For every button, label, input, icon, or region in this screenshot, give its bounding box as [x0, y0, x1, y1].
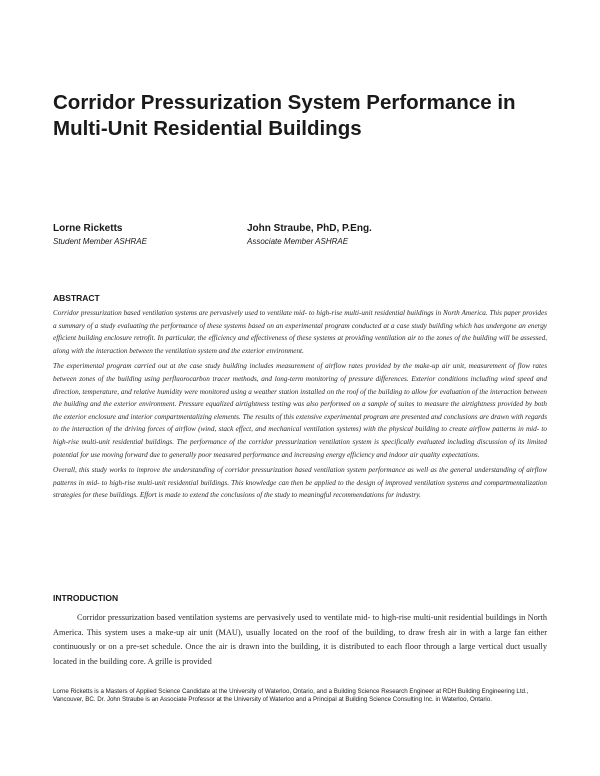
author-affiliation: Associate Member ASHRAE [247, 237, 349, 246]
abstract-paragraph: Corridor pressurization based ventilation systems are pervasively used to ventilate mid- to high-rise multi-unit residential buildings in North America. This paper provides a summary of a study evaluating the performance of these systems based on an experimental program conducted at a case study building which has undergone an energy efficient building enclosure retrofit. In particular, the efficiency and effectiveness of these systems at providing ventilation air to the zones of the building will be assessed, along with the interaction between the ventilation system and the exterior environment. [53, 309, 547, 355]
author-block [53, 222, 147, 248]
introduction-heading: INTRODUCTION [53, 593, 119, 603]
author-affiliation: Student Member ASHRAE [53, 237, 147, 246]
abstract-body [53, 307, 547, 505]
page-title: Corridor Pressurization System Performance in Multi-Unit Residential Buildings [53, 91, 516, 140]
abstract-paragraph: The experimental program carried out at the case study building includes measurement of airflow rates provided by the make-up air unit, measurement of flow rates between zones of the building using perfluorocarbon tracer methods, and long-term monitoring of pressure differences. Exterior conditions including wind speed and direction, temperature, and relative humidity were monitored using a weather station installed on the roof of the building to allow for evaluation of the interaction between the building and the exterior environment. Pressure equalized airtightness testing was also performed on a sample of suites to measure the airtightness provided by both the exterior enclosure and interior compartmentalizing elements. The results of this extensive experimental program are presented and conclusions are drawn with regards to the interaction of the driving forces of airflow (wind, stack effect, and mechanical ventilation systems) with the physical building to create airflow patterns in mid- to high-rise multi-unit residential buildings. The performance of the corridor pressurization ventilation system is specifically evaluated including discussion of its limited potential for use moving forward due to generally poor measured performance and increasing energy efficiency and indoor air quality expectations. [53, 362, 547, 459]
author-footnote: Lorne Ricketts is a Masters of Applied Science Candidate at the University of Waterloo, Ontario, and a Building Science Research Engineer at RDH Building Engineering Ltd., Vancouver, BC. Dr. John Straube is an Associate Professor at the University of Waterloo and a Principal at Building Science Consulting Inc. in Waterloo, Ontario. [53, 688, 547, 704]
abstract-heading: ABSTRACT [53, 293, 100, 303]
author-name: Lorne Ricketts [53, 223, 123, 234]
introduction-paragraph: Corridor pressurization based ventilation systems are pervasively used to ventilate mid- to high-rise multi-unit residential buildings in North America. This system uses a make-up air unit (MAU), usually located on the roof of the building, to draw fresh air in with a large fan either continuously or on a pre-set schedule. Once the air is drawn into the building, it is distributed to each floor through a large vertical duct usually located in the building core. A grille is provided [53, 613, 547, 666]
abstract-paragraph: Overall, this study works to improve the understanding of corridor pressurization based ventilation system performance as well as the general understanding of airflow patterns in mid- to high-rise multi-unit residential buildings. This knowledge can then be applied to the design of improved ventilation systems and compartmentalization strategies for these buildings. Effort is made to extend the conclusions of the study to meaningful recommendations for industry. [53, 466, 547, 500]
author-name: John Straube, PhD, P.Eng. [247, 223, 372, 234]
author-block [247, 222, 372, 248]
